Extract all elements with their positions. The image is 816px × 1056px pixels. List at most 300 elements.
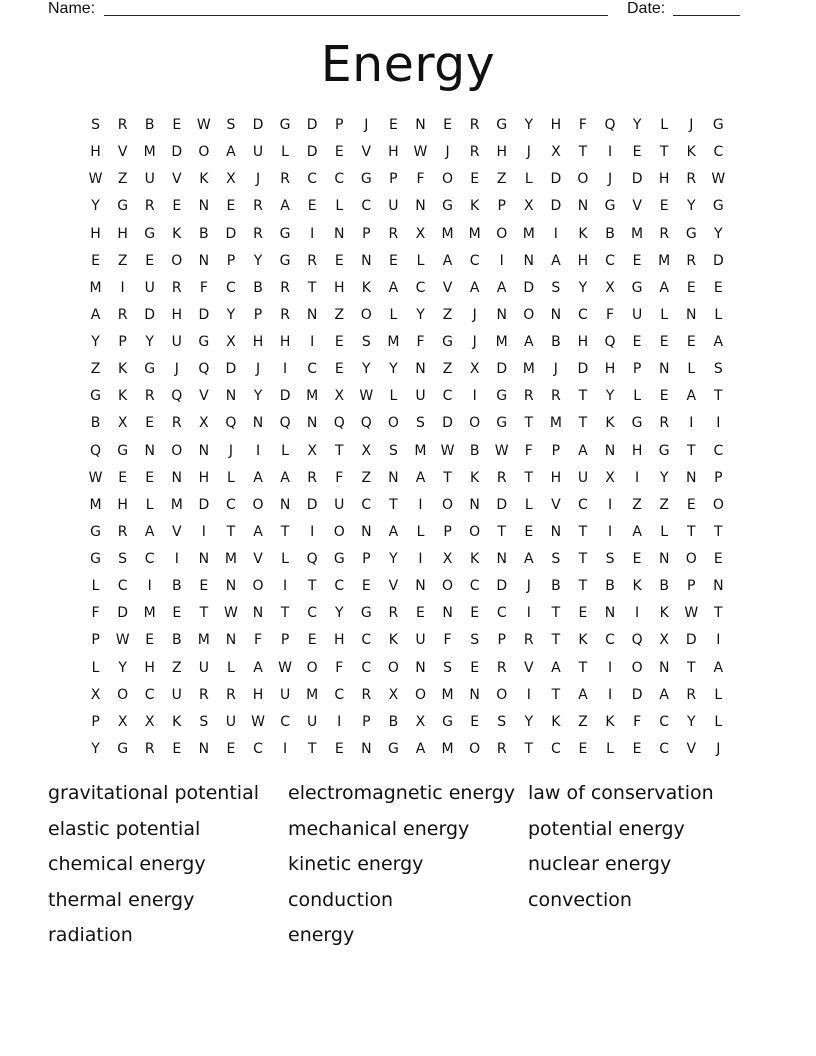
grid-letter[interactable]: Y	[659, 469, 669, 486]
grid-letter[interactable]: R	[469, 117, 480, 134]
grid-letter[interactable]: Z	[496, 171, 507, 188]
grid-letter[interactable]: R	[198, 686, 209, 703]
grid-letter[interactable]: C	[253, 740, 263, 757]
grid-letter[interactable]: M	[441, 225, 454, 242]
grid-letter[interactable]: P	[91, 632, 100, 649]
grid-letter[interactable]: Z	[171, 659, 182, 676]
grid-letter[interactable]: M	[549, 415, 562, 432]
grid-letter[interactable]: N	[198, 252, 210, 269]
grid-letter[interactable]: G	[387, 740, 399, 757]
grid-letter[interactable]: N	[523, 252, 535, 269]
grid-letter[interactable]: Y	[91, 740, 100, 757]
grid-letter[interactable]: M	[170, 496, 183, 513]
grid-letter[interactable]: U	[198, 659, 209, 676]
grid-letter[interactable]: G	[712, 117, 724, 134]
grid-letter[interactable]: L	[335, 198, 344, 215]
grid-letter[interactable]: N	[658, 551, 670, 568]
grid-letter[interactable]: F	[91, 605, 100, 622]
grid-letter[interactable]: J	[607, 171, 613, 188]
grid-letter[interactable]: B	[605, 578, 615, 595]
grid-letter[interactable]: I	[472, 388, 477, 405]
grid-letter[interactable]: K	[551, 713, 561, 730]
grid-letter[interactable]: E	[470, 659, 480, 676]
grid-letter[interactable]: R	[117, 523, 128, 540]
grid-letter[interactable]: W	[115, 632, 130, 649]
grid-letter[interactable]: H	[252, 334, 264, 351]
grid-letter[interactable]: D	[550, 171, 562, 188]
grid-letter[interactable]: N	[252, 415, 264, 432]
grid-letter[interactable]: I	[174, 551, 179, 568]
grid-letter[interactable]: X	[117, 415, 128, 432]
grid-letter[interactable]: W	[224, 605, 238, 622]
grid-letter[interactable]: T	[497, 523, 506, 540]
grid-letter[interactable]: A	[469, 279, 480, 296]
grid-letter[interactable]: O	[469, 415, 481, 432]
grid-letter[interactable]: T	[307, 279, 317, 296]
grid-letter[interactable]: X	[90, 686, 101, 703]
grid-letter[interactable]: S	[388, 442, 398, 459]
grid-letter[interactable]: K	[388, 632, 398, 649]
grid-letter[interactable]: N	[686, 469, 697, 486]
grid-letter[interactable]: O	[442, 578, 454, 595]
grid-letter[interactable]: T	[714, 523, 723, 540]
grid-letter[interactable]: K	[470, 469, 480, 486]
grid-letter[interactable]: J	[553, 361, 558, 378]
grid-letter[interactable]: Z	[117, 252, 128, 269]
grid-letter[interactable]: I	[635, 469, 640, 486]
grid-letter[interactable]: A	[659, 279, 669, 296]
grid-letter[interactable]: N	[469, 496, 480, 513]
grid-letter[interactable]: O	[685, 551, 697, 568]
grid-letter[interactable]: N	[306, 306, 318, 323]
grid-letter[interactable]: E	[713, 551, 723, 568]
grid-letter[interactable]: R	[171, 279, 182, 296]
grid-letter[interactable]: B	[171, 578, 182, 595]
grid-letter[interactable]: B	[551, 578, 561, 595]
grid-letter[interactable]: H	[388, 144, 399, 161]
grid-letter[interactable]: O	[360, 306, 372, 323]
grid-letter[interactable]: M	[89, 279, 102, 296]
grid-letter[interactable]: U	[631, 306, 643, 323]
grid-letter[interactable]: X	[415, 713, 426, 730]
grid-letter[interactable]: O	[496, 686, 508, 703]
grid-letter[interactable]: N	[496, 551, 507, 568]
grid-letter[interactable]: C	[307, 171, 318, 188]
grid-letter[interactable]: N	[658, 659, 670, 676]
grid-letter[interactable]: Y	[389, 551, 398, 568]
grid-letter[interactable]: H	[117, 225, 128, 242]
grid-letter[interactable]: A	[226, 144, 236, 161]
grid-letter[interactable]: U	[144, 279, 155, 296]
grid-letter[interactable]: F	[416, 171, 425, 188]
grid-letter[interactable]: N	[686, 306, 697, 323]
grid-letter[interactable]: G	[279, 225, 291, 242]
grid-letter[interactable]: R	[551, 388, 561, 405]
grid-letter[interactable]: N	[415, 659, 426, 676]
grid-letter[interactable]: T	[714, 605, 723, 622]
grid-letter[interactable]: D	[306, 117, 318, 134]
grid-letter[interactable]: L	[524, 496, 533, 513]
grid-letter[interactable]: K	[118, 361, 128, 378]
grid-letter[interactable]: I	[310, 334, 315, 351]
grid-letter[interactable]: W	[88, 171, 103, 188]
grid-letter[interactable]: V	[253, 551, 263, 568]
grid-letter[interactable]: T	[578, 578, 588, 595]
grid-letter[interactable]: Q	[333, 415, 345, 432]
grid-letter[interactable]: I	[607, 144, 613, 161]
grid-letter[interactable]: H	[604, 361, 616, 378]
grid-letter[interactable]: G	[360, 171, 372, 188]
grid-letter[interactable]: T	[334, 442, 344, 459]
grid-letter[interactable]: C	[578, 306, 588, 323]
grid-letter[interactable]: C	[144, 551, 155, 568]
grid-letter[interactable]: S	[443, 659, 452, 676]
grid-letter[interactable]: A	[551, 659, 561, 676]
grid-letter[interactable]: D	[198, 496, 210, 513]
grid-letter[interactable]: D	[496, 578, 508, 595]
grid-letter[interactable]: R	[388, 605, 399, 622]
grid-letter[interactable]: K	[632, 578, 642, 595]
grid-letter[interactable]: L	[227, 469, 235, 486]
grid-letter[interactable]: R	[388, 225, 399, 242]
grid-letter[interactable]: I	[147, 578, 152, 595]
grid-letter[interactable]: B	[90, 415, 101, 432]
grid-letter[interactable]: G	[442, 713, 453, 730]
grid-letter[interactable]: J	[716, 740, 721, 757]
grid-letter[interactable]: T	[578, 551, 588, 568]
grid-letter[interactable]: J	[472, 334, 477, 351]
grid-letter[interactable]: G	[496, 388, 508, 405]
grid-letter[interactable]: I	[283, 740, 288, 757]
grid-letter[interactable]: A	[578, 442, 588, 459]
grid-letter[interactable]: V	[632, 198, 642, 215]
grid-letter[interactable]: C	[496, 605, 507, 622]
grid-letter[interactable]: F	[605, 306, 615, 323]
grid-letter[interactable]: R	[686, 252, 697, 269]
grid-letter[interactable]: E	[334, 334, 344, 351]
grid-letter[interactable]: D	[225, 361, 237, 378]
grid-letter[interactable]: D	[496, 496, 508, 513]
grid-letter[interactable]: Y	[632, 117, 642, 134]
grid-letter[interactable]: Y	[416, 306, 425, 323]
grid-letter[interactable]: A	[442, 252, 453, 269]
grid-letter[interactable]: C	[605, 632, 615, 649]
grid-letter[interactable]: O	[496, 225, 508, 242]
grid-letter[interactable]: J	[228, 442, 233, 459]
grid-letter[interactable]: T	[307, 578, 317, 595]
grid-letter[interactable]: X	[659, 632, 669, 649]
grid-letter[interactable]: P	[362, 551, 371, 568]
grid-letter[interactable]: N	[198, 198, 210, 215]
grid-letter[interactable]: Y	[253, 252, 263, 269]
grid-letter[interactable]: E	[388, 252, 398, 269]
grid-letter[interactable]: A	[578, 686, 588, 703]
grid-letter[interactable]: I	[418, 551, 423, 568]
grid-letter[interactable]: L	[714, 306, 723, 323]
grid-letter[interactable]: U	[334, 496, 345, 513]
grid-letter[interactable]: C	[334, 686, 345, 703]
grid-letter[interactable]: N	[334, 225, 345, 242]
grid-letter[interactable]: T	[578, 415, 588, 432]
grid-letter[interactable]: N	[550, 306, 562, 323]
grid-letter[interactable]: M	[306, 388, 319, 405]
grid-letter[interactable]: A	[632, 523, 642, 540]
grid-letter[interactable]: G	[198, 334, 210, 351]
grid-letter[interactable]: P	[362, 225, 371, 242]
grid-letter[interactable]: Q	[279, 415, 291, 432]
grid-letter[interactable]: K	[199, 171, 209, 188]
grid-letter[interactable]: C	[361, 632, 372, 649]
grid-letter[interactable]: N	[279, 496, 291, 513]
grid-letter[interactable]: M	[522, 361, 535, 378]
grid-letter[interactable]: N	[225, 578, 237, 595]
grid-letter[interactable]: Z	[659, 496, 669, 513]
grid-letter[interactable]: I	[526, 686, 531, 703]
grid-letter[interactable]: F	[199, 279, 208, 296]
grid-letter[interactable]: Q	[198, 361, 210, 378]
grid-letter[interactable]: L	[281, 144, 289, 161]
grid-letter[interactable]: I	[283, 578, 288, 595]
grid-letter[interactable]: N	[361, 523, 372, 540]
grid-letter[interactable]: B	[253, 279, 263, 296]
grid-letter[interactable]: K	[172, 713, 182, 730]
grid-letter[interactable]: T	[578, 659, 588, 676]
grid-letter[interactable]: E	[686, 279, 696, 296]
grid-letter[interactable]: M	[441, 740, 454, 757]
grid-letter[interactable]: T	[578, 144, 588, 161]
grid-letter[interactable]: L	[660, 523, 669, 540]
grid-letter[interactable]: X	[307, 442, 317, 459]
grid-letter[interactable]: C	[550, 740, 561, 757]
grid-letter[interactable]: E	[118, 469, 128, 486]
grid-letter[interactable]: I	[607, 659, 613, 676]
grid-letter[interactable]: N	[198, 740, 210, 757]
grid-letter[interactable]: S	[713, 361, 723, 378]
grid-letter[interactable]: A	[388, 279, 399, 296]
grid-letter[interactable]: O	[469, 523, 481, 540]
grid-letter[interactable]: H	[496, 144, 507, 161]
grid-letter[interactable]: E	[578, 740, 588, 757]
grid-letter[interactable]: C	[361, 496, 372, 513]
grid-letter[interactable]: G	[631, 279, 643, 296]
grid-letter[interactable]: W	[413, 144, 428, 161]
grid-letter[interactable]: C	[659, 713, 670, 730]
grid-letter[interactable]: H	[577, 334, 589, 351]
grid-letter[interactable]: F	[335, 469, 344, 486]
grid-letter[interactable]: X	[226, 171, 236, 188]
grid-letter[interactable]: O	[631, 659, 643, 676]
grid-letter[interactable]: V	[171, 171, 182, 188]
grid-letter[interactable]: Y	[91, 334, 100, 351]
grid-letter[interactable]: P	[253, 306, 263, 323]
grid-letter[interactable]: E	[416, 605, 425, 622]
grid-letter[interactable]: E	[361, 578, 371, 595]
grid-letter[interactable]: A	[713, 659, 724, 676]
grid-letter[interactable]: N	[144, 442, 155, 459]
grid-letter[interactable]: F	[253, 632, 263, 649]
grid-letter[interactable]: O	[469, 740, 481, 757]
grid-letter[interactable]: C	[659, 740, 670, 757]
grid-letter[interactable]: M	[306, 686, 319, 703]
grid-letter[interactable]: V	[686, 740, 697, 757]
grid-letter[interactable]: K	[659, 605, 669, 622]
grid-letter[interactable]: V	[442, 279, 453, 296]
grid-letter[interactable]: T	[307, 740, 317, 757]
grid-letter[interactable]: O	[577, 171, 589, 188]
grid-letter[interactable]: A	[524, 334, 534, 351]
grid-letter[interactable]: B	[199, 225, 209, 242]
grid-letter[interactable]: A	[280, 469, 290, 486]
grid-letter[interactable]: G	[631, 415, 643, 432]
grid-letter[interactable]: L	[416, 523, 425, 540]
grid-letter[interactable]: B	[144, 117, 155, 134]
grid-letter[interactable]: V	[524, 659, 534, 676]
grid-letter[interactable]: N	[361, 252, 372, 269]
grid-letter[interactable]: P	[118, 334, 127, 351]
grid-letter[interactable]: J	[445, 144, 450, 161]
grid-letter[interactable]: T	[659, 144, 669, 161]
grid-letter[interactable]: M	[441, 686, 454, 703]
grid-letter[interactable]: L	[714, 713, 723, 730]
grid-letter[interactable]: D	[577, 361, 589, 378]
grid-letter[interactable]: R	[307, 469, 318, 486]
grid-letter[interactable]: M	[631, 225, 644, 242]
grid-letter[interactable]: L	[416, 252, 425, 269]
grid-letter[interactable]: Q	[171, 388, 183, 405]
grid-letter[interactable]: S	[416, 415, 425, 432]
grid-letter[interactable]: C	[713, 144, 724, 161]
grid-letter[interactable]: Q	[360, 415, 372, 432]
grid-letter[interactable]: M	[143, 144, 156, 161]
grid-letter[interactable]: L	[524, 171, 533, 188]
grid-letter[interactable]: C	[442, 388, 453, 405]
grid-letter[interactable]: N	[252, 605, 264, 622]
grid-letter[interactable]: W	[494, 442, 509, 459]
grid-letter[interactable]: G	[442, 198, 453, 215]
grid-letter[interactable]: X	[605, 279, 615, 296]
grid-letter[interactable]: O	[442, 171, 454, 188]
grid-letter[interactable]: P	[687, 578, 696, 595]
grid-letter[interactable]: T	[199, 605, 209, 622]
grid-letter[interactable]: R	[253, 198, 263, 215]
grid-letter[interactable]: E	[172, 198, 182, 215]
grid-letter[interactable]: Z	[361, 469, 372, 486]
grid-letter[interactable]: Q	[306, 551, 318, 568]
grid-letter[interactable]: I	[310, 225, 315, 242]
grid-letter[interactable]: G	[279, 117, 291, 134]
grid-letter[interactable]: N	[361, 740, 372, 757]
grid-letter[interactable]: G	[117, 740, 129, 757]
grid-letter[interactable]: B	[605, 225, 615, 242]
grid-letter[interactable]: R	[144, 388, 155, 405]
grid-letter[interactable]: X	[551, 144, 561, 161]
grid-letter[interactable]: C	[605, 252, 615, 269]
grid-letter[interactable]: E	[659, 334, 669, 351]
grid-letter[interactable]: N	[225, 632, 237, 649]
grid-letter[interactable]: E	[145, 469, 155, 486]
grid-letter[interactable]: Z	[442, 306, 453, 323]
grid-letter[interactable]: F	[443, 632, 452, 649]
grid-letter[interactable]: E	[632, 551, 642, 568]
grid-letter[interactable]: V	[361, 144, 372, 161]
grid-letter[interactable]: C	[307, 605, 318, 622]
grid-letter[interactable]: N	[415, 198, 426, 215]
grid-letter[interactable]: X	[117, 713, 128, 730]
grid-letter[interactable]: I	[526, 605, 531, 622]
grid-letter[interactable]: U	[171, 686, 182, 703]
grid-letter[interactable]: C	[361, 198, 372, 215]
grid-letter[interactable]: T	[686, 659, 696, 676]
grid-letter[interactable]: N	[388, 469, 399, 486]
grid-letter[interactable]: R	[496, 469, 507, 486]
grid-letter[interactable]: N	[306, 415, 318, 432]
grid-letter[interactable]: G	[279, 252, 291, 269]
grid-letter[interactable]: Q	[225, 415, 237, 432]
grid-letter[interactable]: N	[604, 442, 616, 459]
grid-letter[interactable]: R	[280, 306, 290, 323]
grid-letter[interactable]: E	[632, 334, 642, 351]
grid-letter[interactable]: N	[225, 388, 237, 405]
grid-letter[interactable]: A	[524, 551, 534, 568]
grid-letter[interactable]: F	[335, 659, 344, 676]
grid-letter[interactable]: V	[199, 388, 209, 405]
grid-letter[interactable]: S	[551, 279, 561, 296]
grid-letter[interactable]: T	[226, 523, 236, 540]
grid-letter[interactable]: I	[635, 605, 640, 622]
grid-letter[interactable]: X	[388, 686, 399, 703]
grid-letter[interactable]: I	[607, 496, 613, 513]
grid-letter[interactable]: E	[172, 605, 182, 622]
grid-letter[interactable]: T	[686, 523, 696, 540]
grid-letter[interactable]: F	[524, 442, 533, 459]
grid-letter[interactable]: H	[90, 144, 101, 161]
grid-letter[interactable]: N	[713, 578, 724, 595]
grid-letter[interactable]: V	[388, 578, 399, 595]
grid-letter[interactable]: V	[171, 523, 182, 540]
grid-letter[interactable]: M	[143, 605, 156, 622]
grid-letter[interactable]: F	[416, 334, 425, 351]
grid-letter[interactable]: R	[361, 686, 372, 703]
grid-letter[interactable]: C	[117, 578, 128, 595]
grid-letter[interactable]: G	[117, 198, 129, 215]
grid-letter[interactable]: R	[659, 415, 670, 432]
grid-letter[interactable]: G	[658, 442, 670, 459]
grid-letter[interactable]: S	[226, 117, 236, 134]
grid-letter[interactable]: C	[226, 279, 236, 296]
grid-letter[interactable]: T	[551, 605, 561, 622]
grid-letter[interactable]: Q	[604, 334, 616, 351]
date-blank-line[interactable]	[673, 15, 740, 16]
grid-letter[interactable]: O	[333, 523, 345, 540]
grid-letter[interactable]: K	[578, 225, 588, 242]
grid-letter[interactable]: W	[440, 442, 455, 459]
grid-letter[interactable]: L	[687, 361, 696, 378]
grid-letter[interactable]: W	[251, 713, 265, 730]
grid-letter[interactable]: H	[631, 442, 643, 459]
grid-letter[interactable]: R	[523, 388, 534, 405]
grid-letter[interactable]: H	[144, 659, 155, 676]
grid-letter[interactable]: L	[91, 578, 100, 595]
grid-letter[interactable]: G	[144, 225, 156, 242]
grid-letter[interactable]: A	[713, 334, 724, 351]
grid-letter[interactable]: S	[91, 117, 100, 134]
grid-letter[interactable]: H	[577, 252, 589, 269]
grid-letter[interactable]: L	[227, 659, 235, 676]
grid-letter[interactable]: H	[252, 686, 264, 703]
grid-letter[interactable]: R	[117, 117, 128, 134]
grid-letter[interactable]: M	[387, 334, 400, 351]
grid-letter[interactable]: X	[144, 713, 155, 730]
